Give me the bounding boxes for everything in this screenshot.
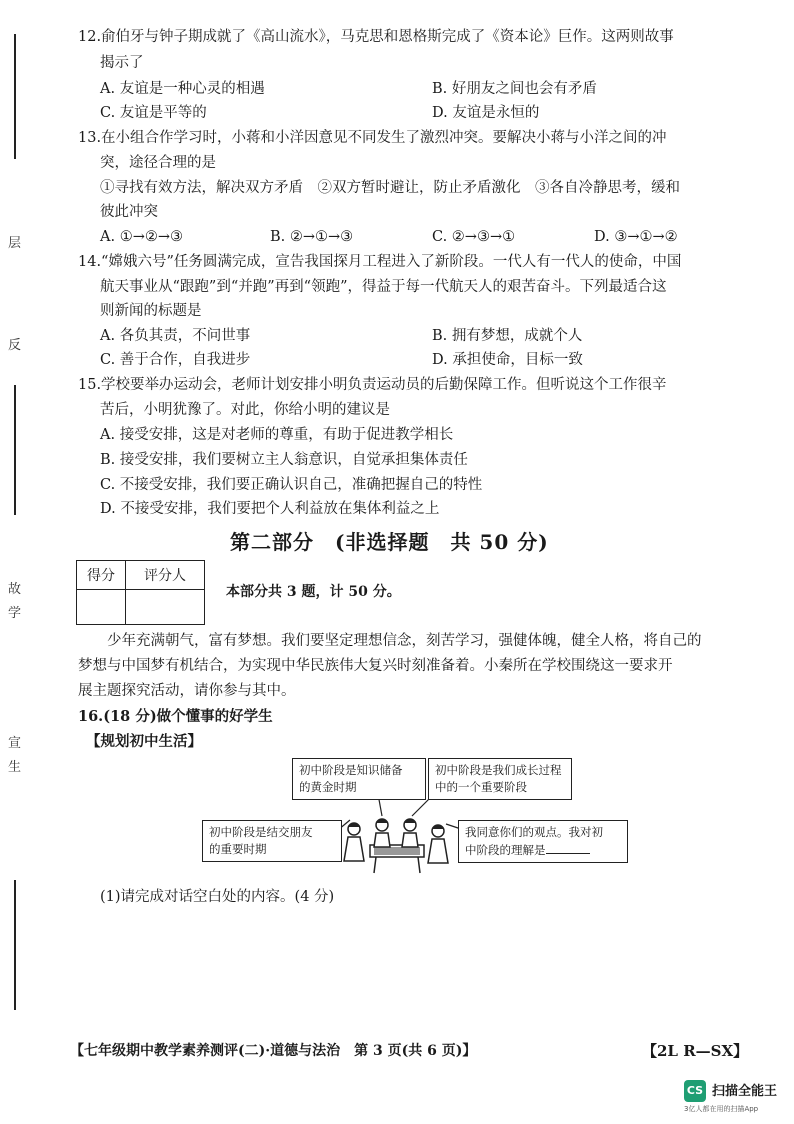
q15-option-d: D. 不接受安排，我们要把个人利益放在集体利益之上	[100, 501, 440, 517]
margin-char: 反	[8, 338, 22, 353]
part2-paragraph: 少年充满朝气，富有梦想。我们要坚定理想信念，刻苦学习，强健体魄，健全人格，将自己的	[78, 633, 702, 649]
q13-stem: 13.在小组合作学习时，小蒋和小洋因意见不同发生了激烈冲突。要解决小蒋与小洋之间的冲	[78, 130, 667, 146]
answer-blank[interactable]	[546, 841, 590, 854]
q13-option-b: B. ②→①→③	[270, 229, 354, 245]
q14-stem: 14.“嫦娥六号”任务圆满完成，宣告我国探月工程进入了新阶段。一代人有一代人的使命，中国	[78, 254, 682, 270]
speech-bubble	[458, 820, 628, 863]
q13-option-c: C. ②→③→①	[432, 229, 516, 245]
q14-option-a: A. 各负其责，不问世事	[100, 328, 251, 344]
q14-option-d: D. 承担使命，目标一致	[432, 352, 583, 368]
margin-rule	[14, 385, 16, 515]
bubble-text: 中的一个重要阶段	[435, 780, 527, 794]
q12-stem: 揭示了	[100, 55, 144, 71]
margin-rule	[14, 880, 16, 1010]
page-footer: 【七年级期中教学素养测评(二)·道德与法治 第 3 页(共 6 页)】	[70, 1043, 477, 1059]
bubble-text: 中阶段的理解是	[465, 843, 546, 857]
margin-char: 学	[8, 606, 22, 621]
bubble-text: 初中阶段是我们成长过程	[435, 763, 562, 777]
q13-items: 彼此冲突	[100, 204, 158, 220]
speech-bubble	[202, 820, 342, 862]
scanner-tagline: 3亿人都在用的扫描App	[684, 1105, 759, 1113]
q14-stem: 则新闻的标题是	[100, 303, 202, 319]
part2-paragraph: 展主题探究活动，请你参与其中。	[78, 683, 296, 699]
q13-stem: 突，途径合理的是	[100, 155, 216, 171]
q14-option-b: B. 拥有梦想，成就个人	[432, 328, 583, 344]
q16-title: 16.(18 分)做个懂事的好学生	[78, 708, 273, 725]
q12-option-a: A. 友谊是一种心灵的相遇	[100, 81, 265, 97]
speech-bubble	[428, 758, 572, 800]
section-title: 第二部分 (非选择题 共 50 分)	[230, 530, 549, 554]
grader-cell[interactable]	[126, 590, 205, 625]
q12-option-b: B. 好朋友之间也会有矛盾	[432, 81, 597, 97]
score-cell[interactable]	[77, 590, 126, 625]
bubble-text: 的黄金时期	[299, 780, 357, 794]
part2-intro: 本部分共 3 题，计 50 分。	[226, 584, 401, 600]
bubble-text: 初中阶段是结交朋友	[209, 825, 313, 839]
q16-subtitle: 【规划初中生活】	[86, 733, 202, 750]
q14-option-c: C. 善于合作，自我进步	[100, 352, 251, 368]
margin-rule	[14, 34, 16, 159]
score-box	[76, 560, 205, 625]
margin-char: 层	[8, 236, 22, 251]
score-header: 得分	[77, 561, 126, 590]
part2-paragraph: 梦想与中国梦有机结合，为实现中华民族伟大复兴时刻准备着。小秦所在学校围绕这一要求开	[78, 658, 673, 674]
q15-stem: 苦后，小明犹豫了。对此，你给小明的建议是	[100, 402, 390, 418]
paper-code: 【2L R—SX】	[642, 1042, 749, 1060]
q16-subquestion: (1)请完成对话空白处的内容。(4 分)	[100, 889, 335, 905]
q12-option-d: D. 友谊是永恒的	[432, 105, 540, 121]
margin-char: 故	[8, 582, 22, 597]
q13-option-a: A. ①→②→③	[100, 229, 183, 245]
q12-stem: 12.俞伯牙与钟子期成就了《高山流水》，马克思和恩格斯完成了《资本论》巨作。这两则故事	[78, 29, 674, 45]
q14-stem: 航天事业从“跟跑”到“并跑”再到“领跑”，得益于每一代航天人的艰苦奋斗。下列最适合这	[100, 279, 667, 295]
q13-items: ①寻找有效方法，解决双方矛盾 ②双方暂时避让，防止矛盾激化 ③各自冷静思考，缓和	[100, 180, 680, 196]
bubble-text: 我同意你们的观点。我对初	[465, 825, 603, 839]
q13-option-d: D. ③→①→②	[594, 229, 678, 245]
q15-option-b: B. 接受安排，我们要树立主人翁意识，自觉承担集体责任	[100, 452, 468, 468]
grader-header: 评分人	[126, 561, 205, 590]
q15-option-a: A. 接受安排，这是对老师的尊重，有助于促进教学相长	[100, 427, 454, 443]
speech-bubble	[292, 758, 426, 800]
bubble-text: 的重要时期	[209, 842, 267, 856]
q12-option-c: C. 友谊是平等的	[100, 105, 207, 121]
margin-char: 生	[8, 760, 22, 775]
scanner-app-name: 扫描全能王	[712, 1084, 778, 1099]
q15-option-c: C. 不接受安排，我们要正确认识自己，准确把握自己的特性	[100, 477, 483, 493]
margin-char: 宣	[8, 736, 22, 751]
scanner-logo-icon: CS	[684, 1080, 706, 1102]
q15-stem: 15.学校要举办运动会，老师计划安排小明负责运动员的后勤保障工作。但听说这个工作很辛	[78, 377, 667, 393]
bubble-text: 初中阶段是知识储备	[299, 763, 403, 777]
